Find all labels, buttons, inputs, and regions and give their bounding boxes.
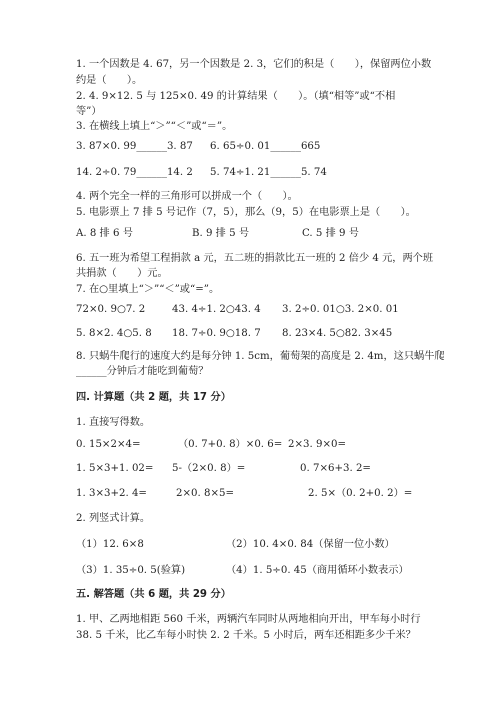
question-5: 5. 电影票上 7 排 5 号记作（7，5），那么（9，5）在电影票上是（ ）。 xyxy=(76,207,416,218)
question-1: 1. 一个因数是 4. 67，另一个因数是 2. 3，它们的积是（ ），保留两位小数 xyxy=(76,59,432,70)
calc-item: 1. 5×3+1. 02= xyxy=(76,463,154,474)
vertical-calc-item: （1）12. 6×8 xyxy=(76,539,144,550)
section-4-heading: 四. 计算题（共 2 题，共 17 分） xyxy=(76,392,231,403)
vertical-calc-item: （3）1. 35÷0. 5(验算) xyxy=(76,565,186,576)
q7-item: 18. 7÷0. 9○18. 7 xyxy=(172,328,261,339)
question-8: 8. 只蜗牛爬行的速度大约是每分钟 1. 5cm，葡萄架的高度是 2. 4m，这只蜗牛爬 xyxy=(76,351,445,362)
question-3: 3. 在横线上填上“＞”“＜”或“＝”。 xyxy=(76,121,233,132)
q3-item: 14. 2÷0. 79______14. 2 xyxy=(76,167,193,178)
q7-item: 8. 23×4. 5○82. 3×45 xyxy=(282,328,393,339)
question-1-cont: 约是（ ）。 xyxy=(76,75,143,86)
question-6: 6. 五一班为希望工程捐款 a 元，五二班的捐款比五一班的 2 倍少 4 元，两个班 xyxy=(76,253,434,264)
calc-item: 2×0. 8×5= xyxy=(176,488,235,499)
q3-item: 5. 74÷1. 21______5. 74 xyxy=(210,167,327,178)
vertical-calc-item: （4）1. 5÷0. 45（商用循环小数表示） xyxy=(226,565,409,576)
calc-2: 2. 列竖式计算。 xyxy=(76,513,151,524)
answer-1-cont: 38. 5 千米，比乙车每小时快 2. 2 千米。5 小时后，两车还相距多少千米？ xyxy=(76,630,416,641)
q3-item: 3. 87×0. 99______3. 87 xyxy=(76,141,193,152)
q7-item: 72×0. 9○7. 2 xyxy=(76,304,146,315)
answer-1: 1. 甲、乙两地相距 560 千米，两辆汽车同时从两地相向开出，甲车每小时行 xyxy=(76,614,421,625)
calc-item: 0. 15×2×4= xyxy=(76,439,141,450)
question-6-cont: 共捐款（ ）元。 xyxy=(76,268,168,279)
calc-item: 1. 3×3+2. 4= xyxy=(76,488,147,499)
calc-item: 0. 7×6+3. 2= xyxy=(300,463,371,474)
calc-1: 1. 直接写得数。 xyxy=(76,417,151,428)
q7-item: 5. 8×2. 4○5. 8 xyxy=(76,328,152,339)
calc-item: 2×3. 9×0= xyxy=(288,439,347,450)
q7-item: 3. 2÷0. 01○3. 2×0. 01 xyxy=(282,304,399,315)
question-2-cont: 等”） xyxy=(76,106,102,117)
calc-item: （0. 7+0. 8）×0. 6= xyxy=(178,439,283,450)
section-5-heading: 五. 解答题（共 6 题，共 29 分） xyxy=(76,589,231,600)
question-8-cont: ______分钟后才能吃到葡萄？ xyxy=(76,366,209,377)
q5-option: C. 5 排 9 号 xyxy=(302,228,359,239)
q7-item: 43. 4÷1. 2○43. 4 xyxy=(172,304,261,315)
vertical-calc-item: （2）10. 4×0. 84（保留一位小数） xyxy=(226,539,395,550)
calc-item: 5-（2×0. 8）= xyxy=(172,463,246,474)
question-7: 7. 在○里填上“＞”“＜”或“=”。 xyxy=(76,284,220,295)
q3-item: 6. 65÷0. 01______665 xyxy=(210,141,321,152)
q5-option: B. 9 排 5 号 xyxy=(192,228,250,239)
calc-item: 2. 5×（0. 2+0. 2）= xyxy=(308,488,413,499)
question-2: 2. 4. 9×12. 5 与 125×0. 49 的计算结果（ ）。（填“相等”或“不相 xyxy=(76,91,396,102)
q5-option: A. 8 排 6 号 xyxy=(76,228,133,239)
question-4: 4. 两个完全一样的三角形可以拼成一个（ ）。 xyxy=(76,191,298,202)
